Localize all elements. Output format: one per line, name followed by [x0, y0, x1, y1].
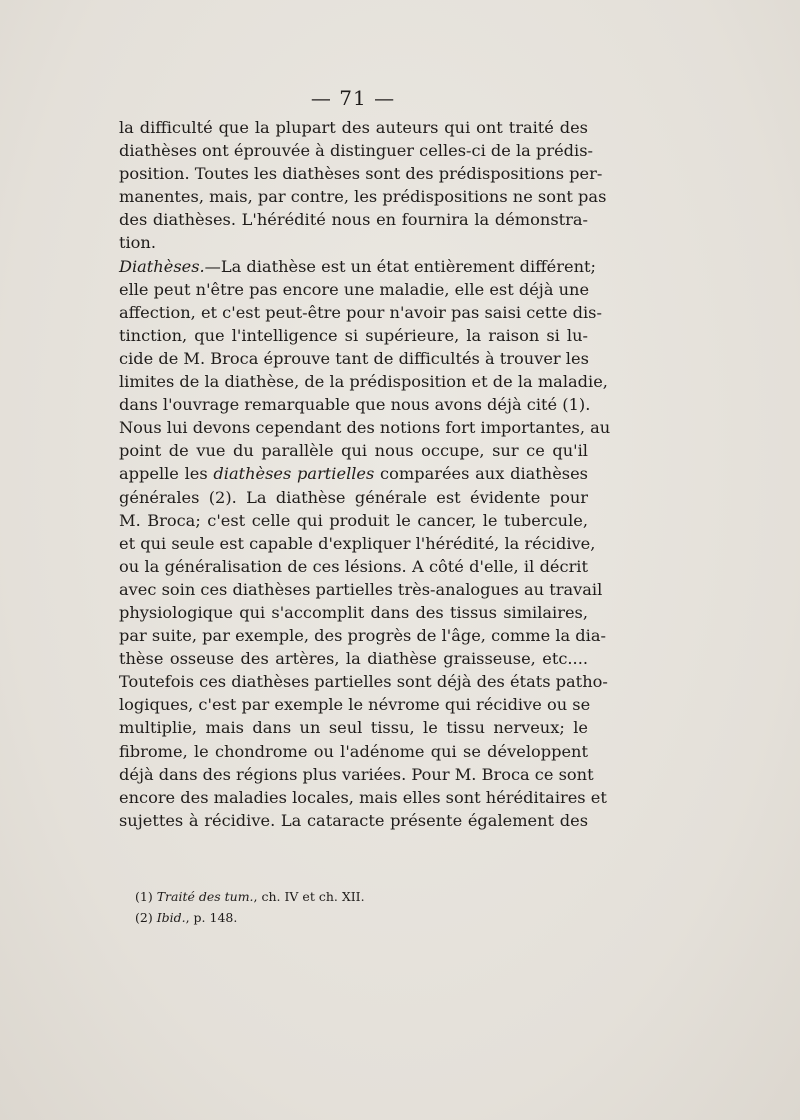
footnote-segment: (2) [135, 910, 157, 925]
text-segment: et qui seule est capable d'expliquer l'hérédité, la récidive, [119, 533, 596, 553]
text-segment: tinction, que l'intelligence si supérieure, la raison si lu- [119, 325, 588, 345]
text-segment: logiques, c'est par exemple le névrome qui récidive ou se [119, 695, 591, 715]
text-line [119, 208, 588, 231]
text-segment: générales (2). La diathèse générale est évidente pour [119, 487, 588, 507]
text-segment: ou la généralisation de ces lésions. A côté d'elle, il décrit [119, 556, 588, 576]
text-segment: diathèses ont éprouvée à distinguer celles-ci de la prédis- [119, 141, 593, 161]
text-line [119, 139, 593, 162]
text-line [119, 624, 606, 647]
text-line [119, 670, 608, 693]
text-segment: elle peut n'être pas encore une maladie, elle est déjà une [119, 279, 590, 299]
text-line [119, 786, 607, 809]
text-segment: thèse osseuse des artères, la diathèse graisseuse, etc.... [119, 649, 588, 669]
text-line [119, 601, 588, 624]
text-segment: fibrome, le chondrome ou l'adénome qui se développent [119, 741, 588, 761]
footnote-line [135, 886, 535, 907]
text-line [119, 347, 588, 370]
text-segment: cide de M. Broca éprouve tant de difficultés à trouver les [119, 348, 589, 368]
text-line [119, 301, 602, 324]
text-line [119, 370, 608, 393]
text-line [119, 486, 588, 509]
text-line [119, 116, 588, 139]
footnote-segment: (1) [135, 889, 157, 904]
text-segment: Toutefois ces diathèses partielles sont déjà des états patho- [119, 672, 608, 692]
text-line [119, 555, 588, 578]
text-line [119, 185, 607, 208]
text-line [119, 809, 588, 832]
text-line [119, 324, 588, 347]
text-segment: sujettes à récidive. La cataracte présente également des [119, 810, 588, 830]
text-segment: —La diathèse est un état entièrement différent; [204, 256, 596, 276]
text-line [119, 509, 588, 532]
text-segment: limites de la diathèse, de la prédisposition et de la maladie, [119, 372, 608, 392]
text-line [119, 255, 596, 278]
text-line [119, 278, 588, 301]
text-segment: point de vue du parallèle qui nous occupe, sur ce qu'il [119, 441, 588, 461]
text-line [119, 763, 594, 786]
text-line [119, 439, 588, 462]
text-line [119, 647, 588, 670]
text-line [119, 231, 588, 254]
text-line [119, 393, 591, 416]
text-segment: affection, et c'est peut-être pour n'avoir pas saisi cette dis- [119, 302, 602, 322]
footnotes [135, 886, 535, 928]
footnote-segment: Ibid. [156, 910, 186, 925]
text-segment: par suite, par exemple, des progrès de l'âge, comme la dia- [119, 626, 606, 646]
text-line [119, 416, 611, 439]
text-line [119, 578, 603, 601]
footnote-segment: Traité des tum. [156, 889, 254, 904]
text-segment: déjà dans des régions plus variées. Pour M. Broca ce sont [119, 764, 594, 784]
text-segment: avec soin ces diathèses partielles très-analogues au travail [119, 579, 603, 599]
text-segment: Diathèses. [119, 256, 205, 276]
text-segment: comparées aux diathèses [374, 464, 588, 484]
footnote-line [135, 907, 535, 928]
text-segment: Nous lui devons cependant des notions fort importantes, au [119, 418, 611, 438]
text-line [119, 462, 588, 485]
text-segment: appelle les [119, 464, 214, 484]
text-line [119, 716, 588, 739]
text-segment: position. Toutes les diathèses sont des prédispositions per- [119, 164, 603, 184]
text-segment: M. Broca; c'est celle qui produit le cancer, le tubercule, [119, 510, 588, 530]
text-line [119, 693, 591, 716]
body-text [119, 116, 611, 832]
text-segment: manentes, mais, par contre, les prédispositions ne sont pas [119, 187, 607, 207]
text-segment: encore des maladies locales, mais elles sont héréditaires et [119, 787, 607, 807]
text-segment: diathèses partielles [213, 464, 375, 484]
text-line [119, 162, 603, 185]
text-segment: dans l'ouvrage remarquable que nous avons déjà cité (1). [119, 395, 591, 415]
text-segment: multiplie, mais dans un seul tissu, le tissu nerveux; le [119, 718, 588, 738]
text-segment: physiologique qui s'accomplit dans des tissus similaires, [119, 602, 588, 622]
footnote-segment: , ch. IV et ch. XII. [253, 889, 365, 904]
text-segment: des diathèses. L'hérédité nous en fournira la démonstra- [119, 210, 588, 230]
text-segment: la difficulté que la plupart des auteurs qui ont traité des [119, 118, 588, 137]
text-line [119, 532, 596, 555]
page-number: — 71 — [310, 86, 396, 110]
text-segment: tion. [119, 233, 156, 253]
footnote-segment: , p. 148. [185, 910, 238, 925]
text-line [119, 740, 588, 763]
